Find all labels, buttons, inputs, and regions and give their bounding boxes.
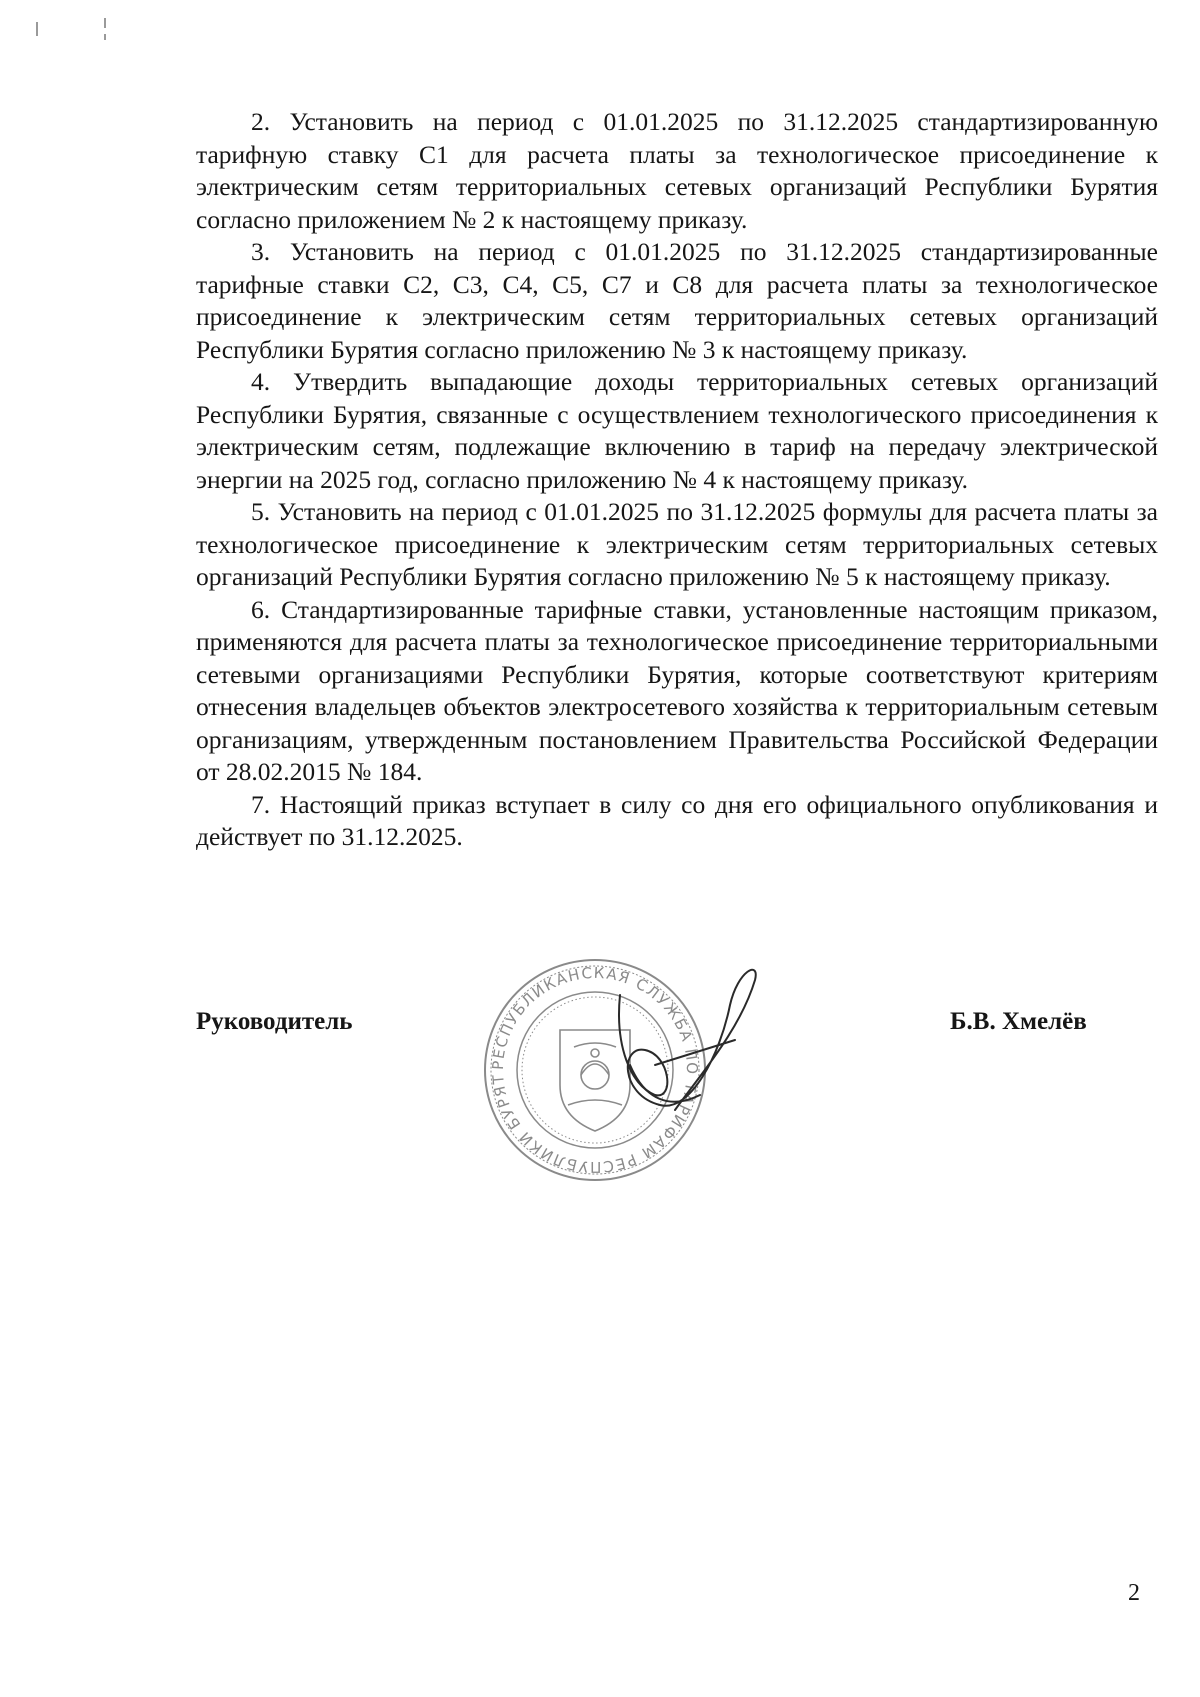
- clause-4: 4. Утвердить выпадающие доходы территориальных сетевых организаций Республики Бурятия, связанные с осуществлением технологического присоединения к электрическим сетям, подлежащие включению в тариф на передачу электрической энергии на 2025 год, согласно приложению № 4 к настоящему приказу.: [196, 367, 1158, 494]
- scan-speck: [104, 18, 106, 28]
- order-body: [196, 106, 1158, 854]
- page-number: 2: [1128, 1580, 1140, 1606]
- signatory-name: Б.В. Хмелёв: [950, 1008, 1087, 1035]
- signatory-position: Руководитель: [196, 1008, 353, 1035]
- clause-6: 6. Стандартизированные тарифные ставки, установленные настоящим приказом, применяются для расчета платы за технологическое присоединение территориальными сетевыми организациями Республики Бурятия, которые соответствуют критериям отнесения владельцев объектов электросетевого хозяйства к территориальным сетевым организациям, утвержденным постановлением Правительства Российской Федерации от 28.02.2015 № 184.: [196, 594, 1158, 786]
- clause-5: 5. Установить на период с 01.01.2025 по 31.12.2025 формулы для расчета платы за технологическое присоединение к электрическим сетям территориальных сетевых организаций Республики Бурятия согласно приложению № 5 к настоящему приказу.: [196, 497, 1158, 591]
- seal-ring-text: РЕСПУБЛИКАНСКАЯ СЛУЖБА ПО ТАРИФАМ РЕСПУБЛИКИ БУРЯТ: [488, 963, 702, 1177]
- clause-7: 7. Настоящий приказ вступает в силу со дня его официального опубликования и действует по 31.12.2025.: [196, 789, 1158, 851]
- coat-of-arms-icon: [560, 1030, 630, 1131]
- scan-speck: [36, 22, 38, 36]
- clause-3: 3. Установить на период с 01.01.2025 по 31.12.2025 стандартизированные тарифные ставки С2, С3, С4, С5, С7 и С8 для расчета платы за технологическое присоединение к электрическим сетям территориальных сетевых организаций Республики Бурятия согласно приложению № 3 к настоящему приказу.: [196, 237, 1158, 364]
- official-seal: [470, 935, 820, 1195]
- official-seal-and-signature: [470, 935, 820, 1195]
- svg-text:РЕСПУБЛИКАНСКАЯ СЛУЖБА ПО ТАРИ: [470, 935, 701, 1176]
- clause-2: 2. Установить на период с 01.01.2025 по 31.12.2025 стандартизированную тарифную ставку С1 для расчета платы за технологическое присоединение к электрическим сетям территориальных сетевых организаций Республики Бурятия согласно приложением № 2 к настоящему приказу.: [196, 107, 1158, 234]
- scan-speck: [104, 34, 106, 40]
